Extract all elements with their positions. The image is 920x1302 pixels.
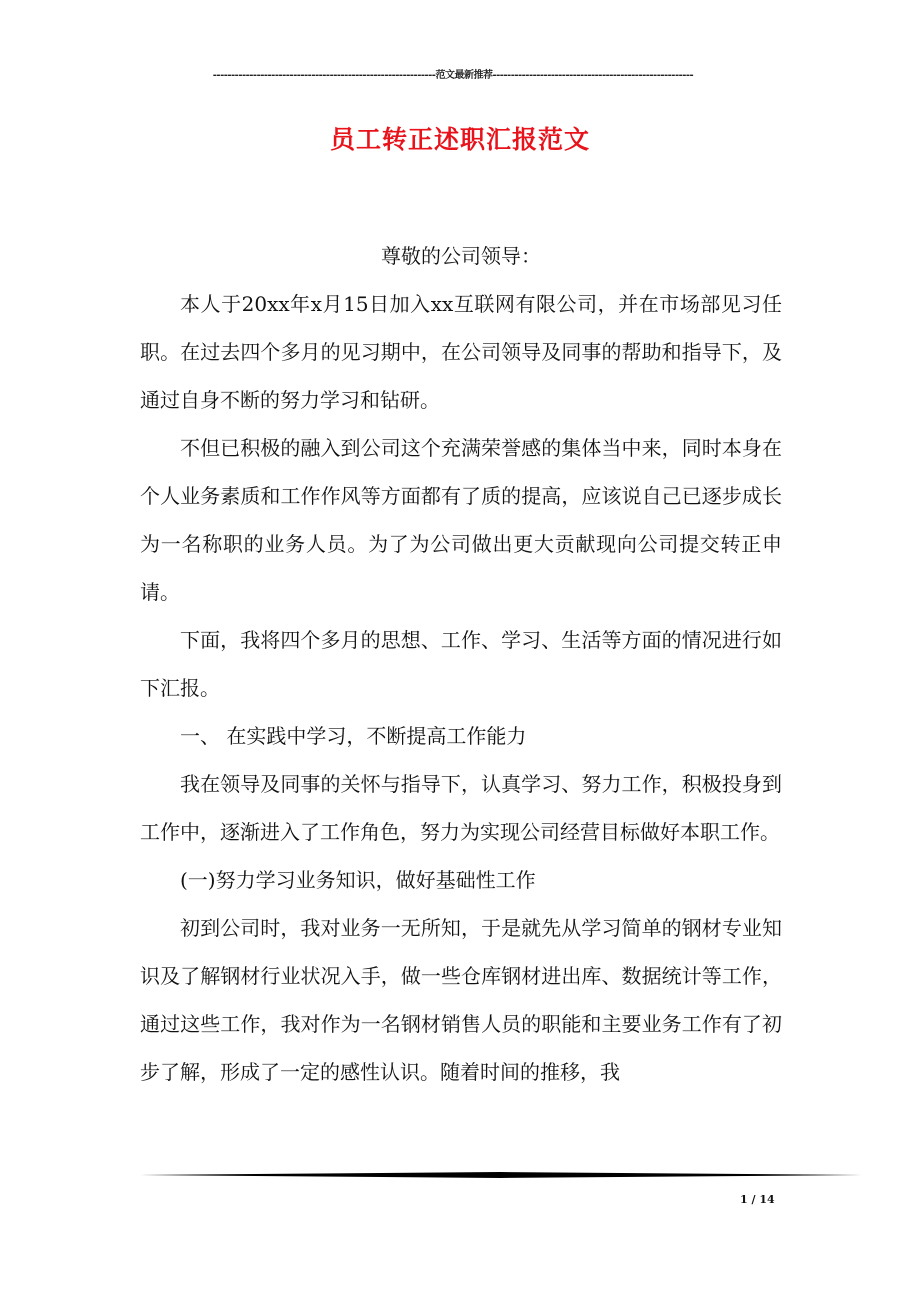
paragraph: 我在领导及同事的关怀与指导下，认真学习、努力工作，积极投身到工作中，逐渐进入了工作角色，努力为实现公司经营目标做好本职工作。 [140,772,782,844]
footer-rule [140,1172,862,1178]
paragraph: 本人于20xx年x月15日加入xx互联网有限公司，并在市场部见习任职。在过去四个多月的见习期中，在公司领导及同事的帮助和指导下，及通过自身不断的努力学习和钻研。 [140,292,782,412]
salutation: 尊敬的公司领导： [381,244,541,268]
document-title: 员工转正述职汇报范文 [329,125,590,154]
paragraph: 不但已积极的融入到公司这个充满荣誉感的集体当中来，同时本身在个人业务素质和工作作风等方面都有了质的提高，应该说自己已逐步成长为一名称职的业务人员。为了为公司做出更大贡献现向公司提交转正申请。 [140,436,782,604]
page-number: 1 / 14 [740,1193,775,1206]
document-body [140,232,782,1096]
subsection-heading: (一)努力学习业务知识，做好基础性工作 [180,868,536,892]
header-banner: -------------------------------------------------------------范文最新推荐------------------------------------------------------- [212,70,694,81]
section-heading: 一、 在实践中学习，不断提高工作能力 [180,724,527,748]
paragraph: 下面，我将四个多月的思想、工作、学习、生活等方面的情况进行如下汇报。 [140,628,782,700]
paragraph: 初到公司时，我对业务一无所知，于是就先从学习简单的钢材专业知识及了解钢材行业状况入手，做一些仓库钢材进出库、数据统计等工作，通过这些工作，我对作为一名钢材销售人员的职能和主要业务工作有了初步了解，形成了一定的感性认识。随着时间的推移，我 [140,916,782,1084]
